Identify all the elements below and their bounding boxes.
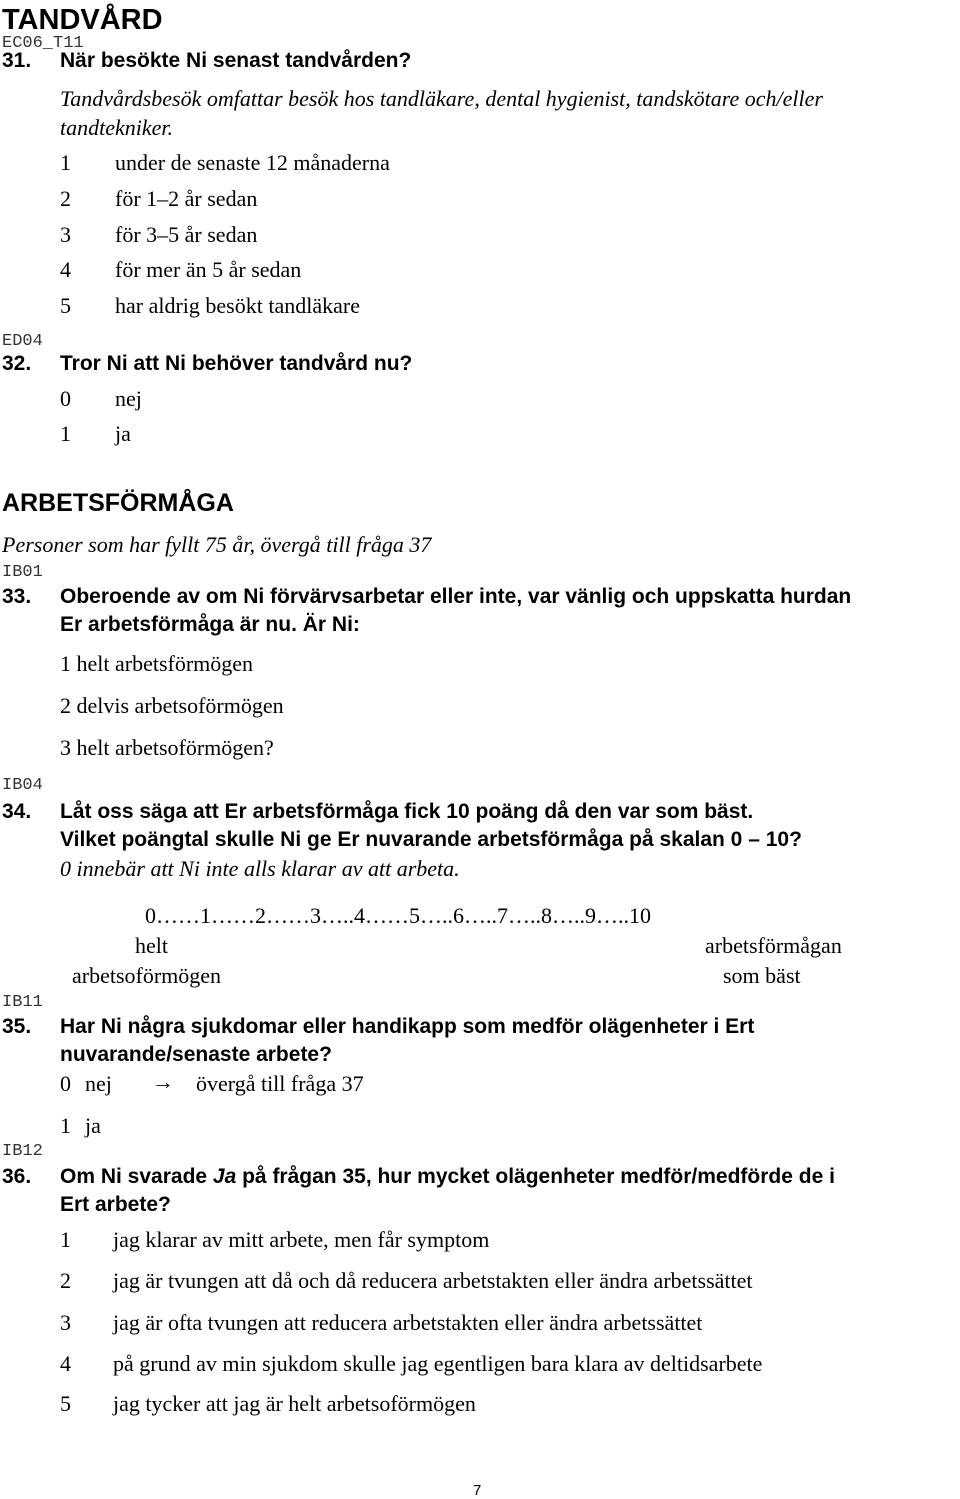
option-label: för 1–2 år sedan xyxy=(115,186,258,211)
option-item xyxy=(60,257,660,283)
question-34 xyxy=(2,798,942,854)
option-item xyxy=(60,150,660,176)
question-36 xyxy=(2,1163,942,1219)
skip-instruction: Personer som har fyllt 75 år, övergå till fråga 37 xyxy=(2,532,432,557)
question-text: Låt oss säga att Er arbetsförmåga fick 10 poäng då den var som bäst. xyxy=(60,800,754,823)
question-text: Har Ni några sjukdomar eller handikapp som medför olägenheter i Ert xyxy=(60,1015,755,1038)
question-33 xyxy=(2,583,958,639)
scale-left-label: helt xyxy=(135,933,168,958)
skip-instruction: övergå till fråga 37 xyxy=(196,1071,364,1096)
option-item xyxy=(60,1071,560,1097)
question-number: 36. xyxy=(2,1165,32,1188)
question-text-part: Om Ni svarade xyxy=(60,1165,213,1188)
section-title-arbetsformaga: ARBETSFÖRMÅGA xyxy=(2,489,234,517)
question-text: När besökte Ni senast tandvården? xyxy=(60,49,412,72)
rating-scale: 0……1……2……3…..4……5…..6…..7…..8…..9…..10 xyxy=(145,903,651,928)
variable-code: IB04 xyxy=(2,776,43,795)
question-text: Er arbetsförmåga är nu. Är Ni: xyxy=(60,613,360,636)
question-text: Ert arbete? xyxy=(60,1193,171,1216)
option-item xyxy=(60,222,660,248)
option-item xyxy=(60,1113,360,1139)
option-label: för mer än 5 år sedan xyxy=(115,257,302,282)
question-note: tandtekniker. xyxy=(60,115,174,140)
option-item: 2 delvis arbetsoförmögen xyxy=(60,693,284,718)
option-label: jag klarar av mitt arbete, men får symptom xyxy=(113,1227,490,1252)
scale-right-label: arbetsförmågan xyxy=(705,933,842,958)
option-number: 1 xyxy=(60,150,71,175)
option-number: 1 xyxy=(60,1227,71,1252)
option-number: 0 xyxy=(60,1071,71,1096)
question-number: 34. xyxy=(2,800,32,823)
option-label: ja xyxy=(115,421,131,446)
option-number: 5 xyxy=(60,1391,71,1416)
question-32 xyxy=(2,350,942,378)
option-item xyxy=(60,1268,940,1294)
option-number: 3 xyxy=(60,1310,71,1335)
option-item: 3 helt arbetsoförmögen? xyxy=(60,735,274,760)
option-label: ja xyxy=(85,1113,101,1138)
question-note: 0 innebär att Ni inte alls klarar av att arbeta. xyxy=(60,856,460,881)
option-label: har aldrig besökt tandläkare xyxy=(115,293,360,318)
option-item xyxy=(60,386,360,412)
option-label: för 3–5 år sedan xyxy=(115,222,258,247)
variable-code: EC06_T11 xyxy=(2,34,84,53)
option-item xyxy=(60,1351,940,1377)
option-number: 0 xyxy=(60,386,71,411)
scale-right-label: som bäst xyxy=(723,963,801,988)
option-number: 3 xyxy=(60,222,71,247)
option-item xyxy=(60,1227,940,1253)
variable-code: IB12 xyxy=(2,1142,43,1161)
option-label: på grund av min sjukdom skulle jag egentligen bara klara av deltidsarbete xyxy=(113,1351,763,1376)
option-item xyxy=(60,421,360,447)
option-number: 4 xyxy=(60,1351,71,1376)
option-label: jag är ofta tvungen att reducera arbetstakten eller ändra arbetssättet xyxy=(113,1310,703,1335)
question-text xyxy=(60,1163,835,1191)
option-label: nej xyxy=(115,386,142,411)
option-label: under de senaste 12 månaderna xyxy=(115,150,390,175)
question-number: 31. xyxy=(2,49,32,72)
option-label: jag tycker att jag är helt arbetsoförmögen xyxy=(113,1391,476,1416)
question-number: 33. xyxy=(2,585,32,608)
arrow-right-icon: → xyxy=(152,1069,174,1094)
question-31 xyxy=(2,47,942,75)
question-text: Vilket poängtal skulle Ni ge Er nuvarande arbetsförmåga på skalan 0 – 10? xyxy=(60,828,802,851)
scale-left-label: arbetsoförmögen xyxy=(72,963,222,988)
section-title-tandvard: TANDVÅRD xyxy=(2,4,163,36)
question-text-part: på frågan 35, hur mycket olägenheter medför/medförde de i xyxy=(236,1165,835,1188)
option-number: 1 xyxy=(60,421,71,446)
option-label: nej xyxy=(85,1071,112,1096)
option-item xyxy=(60,1391,940,1417)
emphasis: Ja xyxy=(212,1165,237,1188)
option-item: 1 helt arbetsförmögen xyxy=(60,651,254,676)
question-number: 32. xyxy=(2,352,32,375)
question-number: 35. xyxy=(2,1015,32,1038)
option-item xyxy=(60,293,660,319)
variable-code: ED04 xyxy=(2,332,43,351)
option-number: 4 xyxy=(60,257,71,282)
option-label: jag är tvungen att då och då reducera arbetstakten eller ändra arbetssättet xyxy=(113,1268,753,1293)
option-number: 5 xyxy=(60,293,71,318)
question-text: Oberoende av om Ni förvärvsarbetar eller inte, var vänlig och uppskatta hurdan xyxy=(60,585,852,608)
option-number: 2 xyxy=(60,186,71,211)
option-item xyxy=(60,186,660,212)
variable-code: IB01 xyxy=(2,563,43,582)
option-number: 2 xyxy=(60,1268,71,1293)
variable-code: IB11 xyxy=(2,993,43,1012)
question-text: Tror Ni att Ni behöver tandvård nu? xyxy=(60,352,413,375)
question-35 xyxy=(2,1013,942,1069)
option-item xyxy=(60,1310,940,1336)
page-number: 7 xyxy=(473,1482,482,1499)
question-note: Tandvårdsbesök omfattar besök hos tandläkare, dental hygienist, tandskötare och/eller xyxy=(60,86,823,111)
question-text: nuvarande/senaste arbete? xyxy=(60,1043,332,1066)
option-number: 1 xyxy=(60,1113,71,1138)
